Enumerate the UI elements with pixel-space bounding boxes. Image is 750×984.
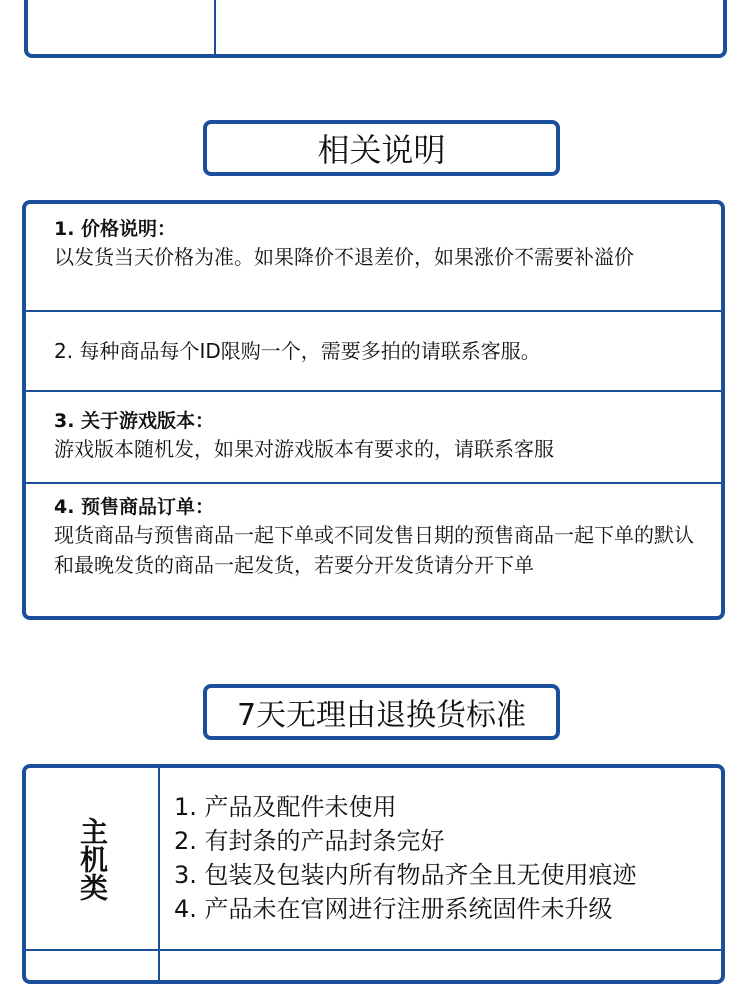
notes-title-box — [203, 120, 560, 176]
notes-panel — [22, 200, 725, 620]
note-body: 2. 每种商品每个ID限购一个，需要多拍的请联系客服。 — [54, 339, 541, 363]
note-item-limit — [26, 310, 721, 390]
notes-title: 相关说明 — [317, 131, 446, 169]
condition-item: 3. 包装及包装内所有物品齐全且无使用痕迹 — [174, 861, 637, 889]
condition-item: 2. 有封条的产品封条完好 — [174, 827, 445, 855]
note-item-price — [26, 204, 721, 310]
category-label: 主机类 — [76, 816, 109, 901]
condition-item: 1. 产品及配件未使用 — [174, 793, 397, 821]
note-heading: 1. 价格说明： — [54, 218, 177, 240]
note-item-presale — [26, 482, 721, 620]
note-heading: 4. 预售商品订单： — [54, 496, 215, 518]
note-heading: 3. 关于游戏版本： — [54, 410, 215, 432]
previous-table-bottom — [24, 0, 727, 58]
return-title: 7天无理由退换货标准 — [236, 698, 527, 733]
condition-item: 4. 产品未在官网进行注册系统固件未升级 — [174, 895, 613, 923]
return-policy-table — [22, 764, 725, 984]
note-body: 游戏版本随机发，如果对游戏版本有要求的，请联系客服 — [54, 437, 554, 461]
note-item-version — [26, 390, 721, 482]
table-divider — [214, 0, 216, 54]
note-body: 以发货当天价格为准。如果降价不退差价，如果涨价不需要补溢价 — [54, 245, 634, 269]
table-divider — [26, 949, 721, 951]
return-title-box — [203, 684, 560, 740]
category-cell — [26, 768, 158, 949]
conditions-list — [174, 790, 637, 926]
note-body: 现货商品与预售商品一起下单或不同发售日期的预售商品一起下单的默认和最晚发货的商品一起发货，若要分开发货请分开下单 — [54, 523, 694, 577]
